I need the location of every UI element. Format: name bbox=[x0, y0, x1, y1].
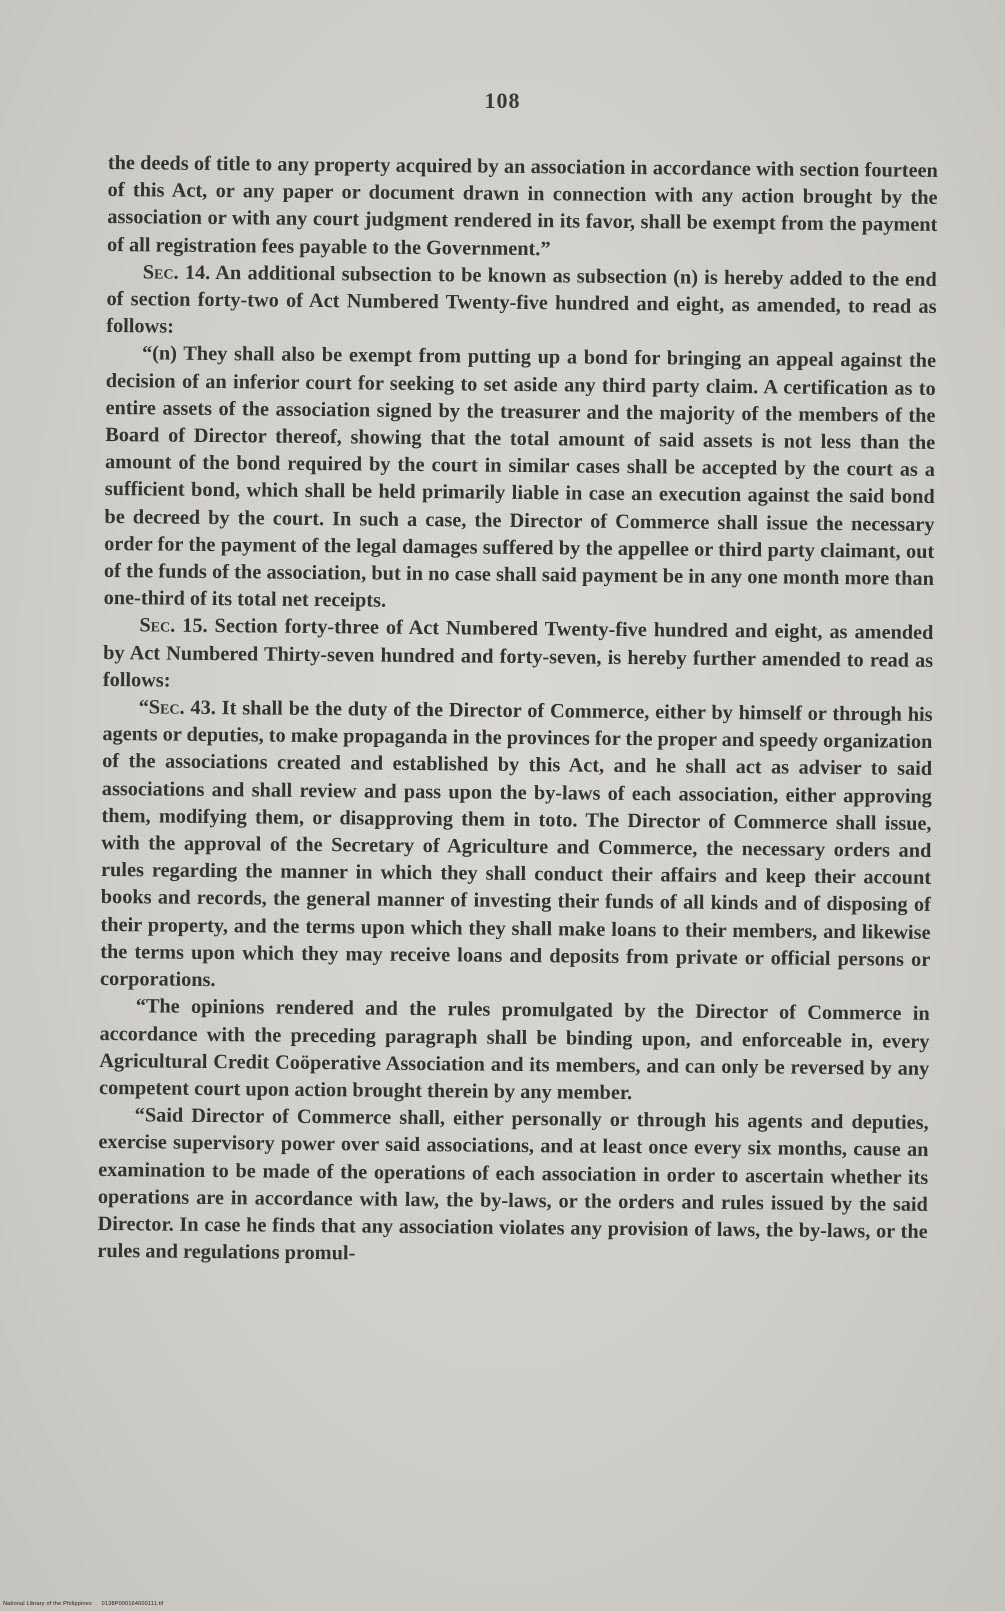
paragraph-text: Section forty-three of Act Numbered Twenty-five hundred and eight, as amended by Act Numbered Thirty-seven hundred and forty-seven, is hereby further amended to read as follows: bbox=[102, 615, 934, 692]
paragraph-text: “Said Director of Commerce shall, either personally or through his agents and deputies, exercise supervisory power over said associations, and at least once every six months, cause an examination to be made of the operations of each association in order to ascertain whether its operations are in accordance with law, the by-laws, or the orders and rules issued by the said Director. In case he finds that any association violates any provision of laws, the by-laws, or the rules and regulations promul- bbox=[97, 1104, 929, 1265]
paragraph bbox=[106, 259, 937, 349]
paragraph-text: “(n) They shall also be exempt from putting up a bond for bringing an appeal against the decision of an inferior court for seeking to set aside any third party claim. A certification as to entire assets of the association signed by the treasurer and the majority of the members of the Board of Director thereof, showing that the total amount of said assets is not less than the amount of the bond required by the court in similar cases shall be accepted by the court as a sufficient bond, which shall be held primarily liable in case an execution against the said bond be decreed by the court. In such a case, the Director of Commerce shall issue the necessary order for the payment of the legal damages suffered by the appellee or third party claimant, out of the funds of the association, but in no case shall said payment be in any one month more than one-third of its total net receipts. bbox=[103, 342, 937, 612]
paragraph-text: It shall be the duty of the Director of Commerce, either by himself or through his agents or deputies, to make propaganda in the provinces for the proper and speedy organization of the associations created and established by this Act, and he shall act as adviser to said associations and shall review and pass upon the by-laws of each association, either approving them, modifying them, or disapproving them in toto. The Director of Commerce shall issue, with the approval of the Secretary of Agriculture and Commerce, the necessary orders and rules regarding the manner in which they shall conduct their affairs and keep their account books and records, the general manner of investing their funds of all kinds and of disposing of their property, and the terms upon which they shall make loans to their members, and likewise the terms upon which they may receive loans and deposits from private or official persons or corporations. bbox=[99, 697, 933, 992]
paragraph bbox=[107, 150, 938, 267]
paragraph bbox=[104, 340, 937, 620]
paragraph-text: An additional subsection to be known as subsection (n) is hereby added to the end of section forty-two of Act Numbered Twenty-five hundred and eight, as amended, to read as follows: bbox=[106, 261, 937, 338]
section-heading: Sec. 14. bbox=[142, 261, 211, 284]
paragraph bbox=[103, 612, 934, 702]
scan-footer bbox=[3, 1601, 171, 1607]
paragraph-text: the deeds of title to any property acquired by an association in accordance with section fourteen of this Act, or any paper or document drawn in connection with any action brought by the association or with any court judgment rendered in its favor, shall be exempt from the payment of all registration fees payable to the Government.” bbox=[106, 151, 938, 260]
body-text bbox=[97, 150, 938, 1273]
footer-library: National Library of the Philippines bbox=[3, 1601, 92, 1607]
paragraph bbox=[99, 993, 930, 1110]
section-heading: Sec. 15. bbox=[139, 614, 208, 638]
paragraph-text: “The opinions rendered and the rules promulgated by the Director of Commerce in accordance with the preceding paragraph shall be binding upon, and enforceable in, every Agricultural Credit Coöperative Association and its members, and can only be reversed by any competent court upon action brought therein by any member. bbox=[98, 995, 930, 1104]
page-number: 108 bbox=[484, 88, 521, 113]
footer-identifier: 0138P000164000111.tif bbox=[101, 1601, 164, 1607]
paragraph bbox=[97, 1102, 929, 1273]
paragraph bbox=[100, 694, 933, 1001]
section-heading: “Sec. 43. bbox=[138, 696, 216, 720]
